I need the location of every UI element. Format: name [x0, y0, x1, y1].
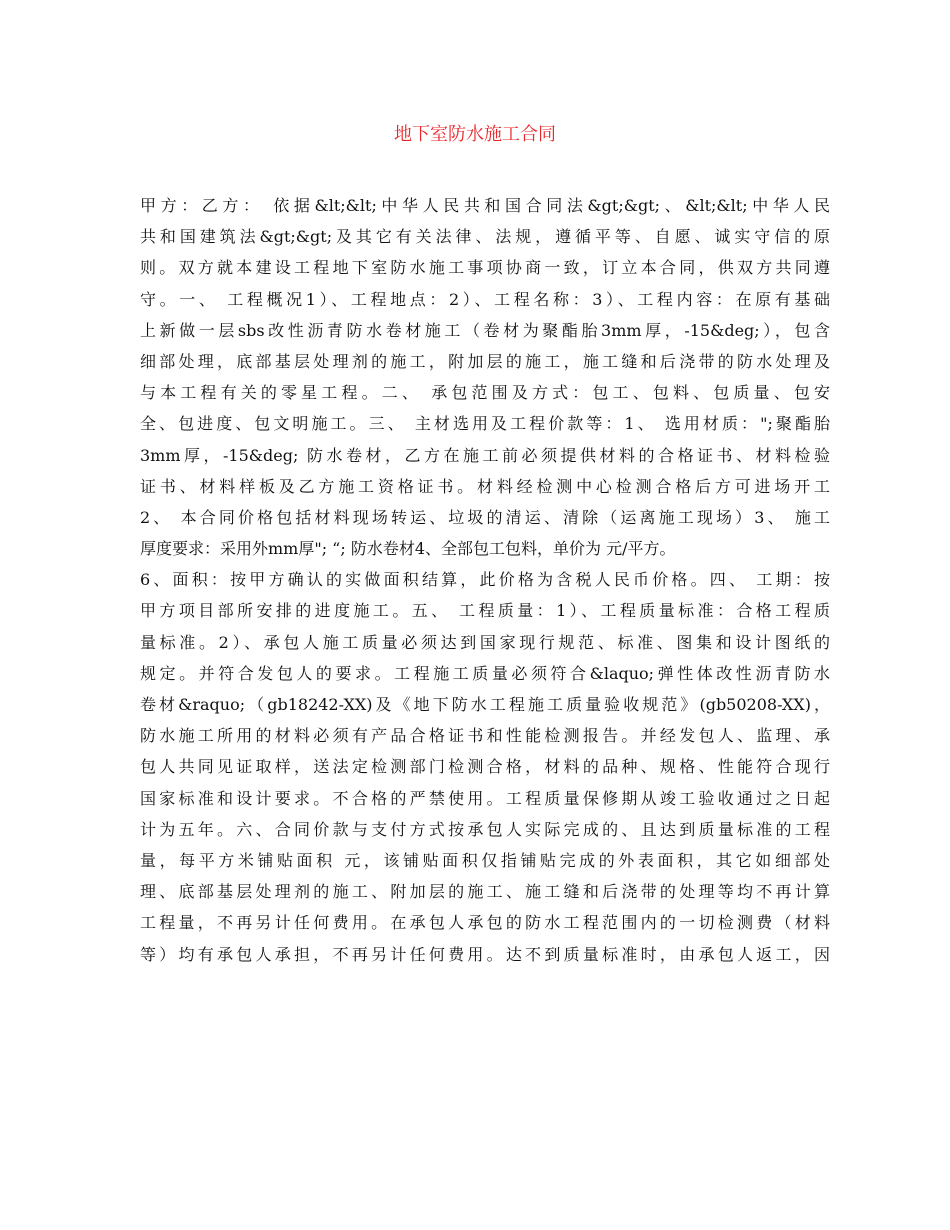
body-line: 甲方项目部所安排的进度施工。五、 工程质量：1）、工程质量标准：合格工程质 [140, 601, 830, 621]
body-line: 细部处理，底部基层处理剂的施工，附加层的施工，施工缝和后浇带的防水处理及 [140, 351, 830, 371]
body-line: 等）均有承包人承担，不再另计任何费用。达不到质量标准时，由承包人返工，因 [140, 944, 830, 964]
body-line: 厚度要求：采用外mm厚"; “; 防水卷材4、全部包工包料，单价为 元/平方。 [140, 539, 676, 559]
body-line: 卷材&raquo;（gb18242-XX)及《地下防水工程施工质量验收规范》(gb50208-XX)， [140, 695, 830, 714]
body-line: 国家标准和设计要求。不合格的严禁使用。工程质量保修期从竣工验收通过之日起 [140, 788, 830, 808]
body-line: 上新做一层sbs改性沥青防水卷材施工（卷材为聚酯胎3mm厚，-15&deg;），包含 [140, 320, 830, 340]
body-line: 全、包进度、包文明施工。三、 主材选用及工程价款等：1、 选用材质：";聚酯胎 [140, 414, 830, 434]
body-line: 量标准。2）、承包人施工质量必须达到国家现行规范、标准、图集和设计图纸的 [140, 632, 830, 652]
body-line: 量，每平方米铺贴面积 元，该铺贴面积仅指铺贴完成的外表面积，其它如细部处 [140, 850, 830, 870]
body-line: 3mm厚，-15&deg; 防水卷材，乙方在施工前必须提供材料的合格证书、材料检验 [140, 445, 830, 465]
body-line: 共和国建筑法&gt;&gt;及其它有关法律、法规，遵循平等、自愿、诚实守信的原 [140, 227, 830, 247]
body-line: 守。一、 工程概况1）、工程地点：2）、工程名称：3）、工程内容：在原有基础 [140, 289, 830, 309]
document-body [140, 190, 830, 970]
body-line: 计为五年。六、合同价款与支付方式按承包人实际完成的、且达到质量标准的工程 [140, 819, 830, 839]
body-line: 证书、材料样板及乙方施工资格证书。材料经检测中心检测合格后方可进场开工 [140, 476, 830, 496]
body-line: 与本工程有关的零星工程。二、 承包范围及方式：包工、包料、包质量、包安 [140, 383, 830, 403]
body-line: 6、面积：按甲方确认的实做面积结算，此价格为含税人民币价格。四、 工期：按 [140, 570, 830, 590]
body-line: 2、 本合同价格包括材料现场转运、垃圾的清运、清除（运离施工现场）3、 施工 [140, 507, 830, 527]
document-title: 地下室防水施工合同 [394, 124, 556, 145]
body-line: 工程量，不再另计任何费用。在承包人承包的防水工程范围内的一切检测费（材料 [140, 913, 830, 933]
body-line: 理、底部基层处理剂的施工、附加层的施工、施工缝和后浇带的处理等均不再计算 [140, 882, 830, 902]
body-line: 则。双方就本建设工程地下室防水施工事项协商一致，订立本合同，供双方共同遵 [140, 258, 830, 278]
body-line: 防水施工所用的材料必须有产品合格证书和性能检测报告。并经发包人、监理、承 [140, 726, 830, 746]
body-line: 甲方：乙方： 依据&lt;&lt;中华人民共和国合同法&gt;&gt;、&lt;&lt;中华人民 [140, 196, 830, 215]
body-line: 规定。并符合发包人的要求。工程施工质量必须符合&laquo;弹性体改性沥青防水 [140, 663, 830, 683]
body-line: 包人共同见证取样，送法定检测部门检测合格，材料的品种、规格、性能符合现行 [140, 757, 830, 777]
